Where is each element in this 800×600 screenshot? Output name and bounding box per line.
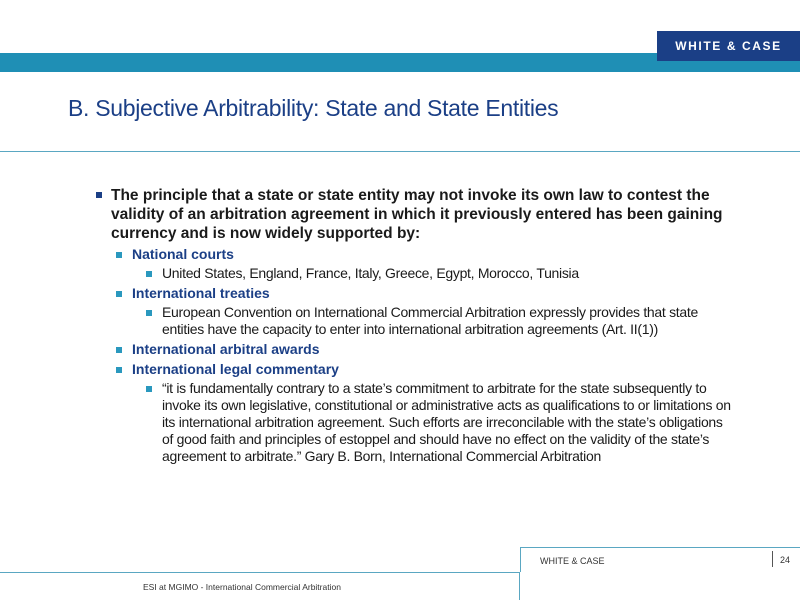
support-item-international-legal-commentary: [116, 361, 736, 378]
slide-title: B. Subjective Arbitrability: State and State Entities: [68, 95, 559, 121]
support-item-label: International treaties: [132, 285, 270, 301]
page-number: 24: [780, 555, 791, 565]
square-bullet-icon: [116, 347, 122, 353]
detail-text: European Convention on International Commercial Arbitration expressly provides that state entities have the capacity to enter into international arbitration agreements (Art. II(1)): [162, 304, 698, 337]
detail-text: United States, England, France, Italy, Greece, Egypt, Morocco, Tunisia: [162, 265, 579, 281]
main-point-text: The principle that a state or state entity may not invoke its own law to contest the validity of an arbitration agreement in which it previously entered has been gaining currency and is now widely supported by:: [111, 187, 723, 242]
support-item-international-treaties: [116, 285, 736, 302]
footer-separator: [772, 551, 773, 567]
firm-logo: WHITE & CASE: [657, 31, 800, 61]
square-bullet-icon: [146, 310, 152, 316]
square-bullet-icon: [146, 386, 152, 392]
square-bullet-icon: [116, 367, 122, 373]
title-divider: [0, 151, 800, 152]
support-item-international-arbitral-awards: [116, 341, 736, 358]
quote-text: “it is fundamentally contrary to a state’s commitment to arbitrate for the state subsequently to invoke its own legislative, constitutional or administrative acts as qualifications to or limitations on its international arbitration agreement. Such efforts are irreconcilable with the state’s obligations of good faith and principles of estoppel and should have no effect on the validity of the state’s agreement to arbitrate.” Gary B. Born, International Commercial Arbitration: [162, 380, 731, 464]
support-item-detail: [146, 304, 736, 338]
support-item-label: International arbitral awards: [132, 341, 320, 357]
support-item-label: National courts: [132, 246, 234, 262]
support-item-national-courts: [116, 246, 736, 263]
square-bullet-icon: [146, 271, 152, 277]
support-item-label: International legal commentary: [132, 361, 339, 377]
square-bullet-icon: [116, 252, 122, 258]
support-item-detail: [146, 265, 736, 282]
footer-firm-name: WHITE & CASE: [540, 556, 605, 566]
main-bullet: [96, 186, 736, 243]
footer-course-title: ESI at MGIMO - International Commercial Arbitration: [143, 582, 341, 592]
support-item-detail: [146, 380, 736, 465]
square-bullet-icon: [116, 291, 122, 297]
square-bullet-icon: [96, 192, 102, 198]
slide-content: [96, 186, 736, 465]
